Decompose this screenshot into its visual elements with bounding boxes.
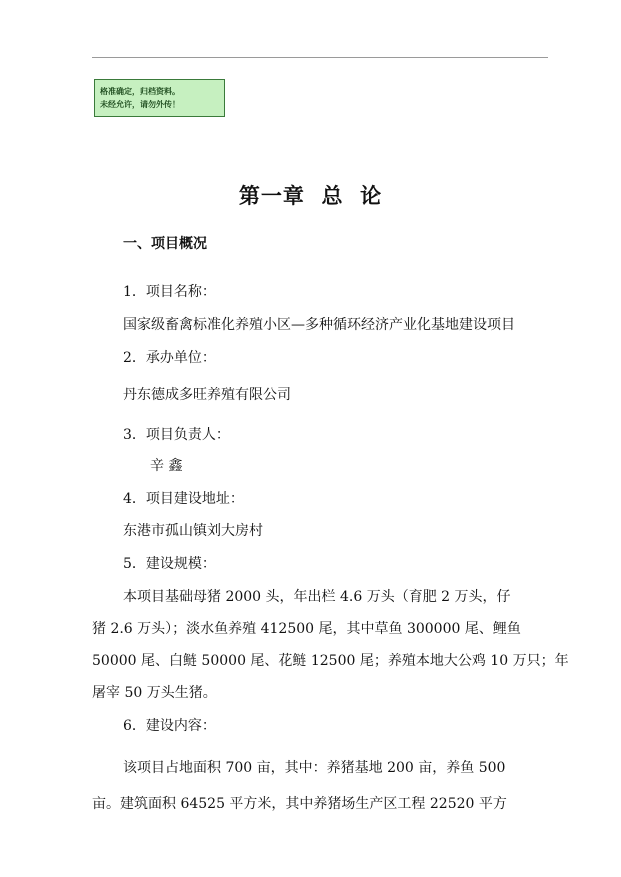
stamp-line-2: 未经允许，请勿外传！ [100,100,180,109]
project-name-label: 1．项目名称： [123,284,216,300]
content-line-1: 该项目占地面积 700 亩，其中：养猪基地 200 亩，养鱼 500 [123,760,506,776]
host-unit-label: 2．承办单位： [123,350,216,366]
host-unit-value: 丹东德成多旺养殖有限公司 [123,387,291,403]
scale-line-4: 屠宰 50 万头生猪。 [92,685,217,701]
watermark-stamp [94,79,225,117]
project-lead-value: 辛 鑫 [150,458,183,474]
project-site-label: 4．项目建设地址： [123,491,244,507]
scale-line-3: 50000 尾、白鲢 50000 尾、花鲢 12500 尾；养殖本地大公鸡 10 万只；年 [92,653,569,669]
project-site-value: 东港市孤山镇刘大房村 [123,523,263,539]
content-label: 6．建设内容： [123,718,216,734]
project-name-value: 国家级畜禽标准化养殖小区—多种循环经济产业化基地建设项目 [123,317,515,333]
scale-line-2: 猪 2.6 万头）；淡水鱼养殖 412500 尾，其中草鱼 300000 尾、鲤鱼 [92,621,521,637]
project-lead-label: 3．项目负责人： [123,427,230,443]
scale-label: 5．建设规模： [123,556,216,572]
section-heading: 一、项目概况 [123,236,207,252]
scale-line-1: 本项目基础母猪 2000 头，年出栏 4.6 万头（育肥 2 万头，仔 [123,589,511,605]
chapter-title: 第一章 总 论 [238,184,383,208]
content-line-2: 亩。建筑面积 64525 平方米，其中养猪场生产区工程 22520 平方 [92,796,507,812]
header-rule [92,57,548,58]
stamp-line-1: 格准确定，归档资料。 [100,87,180,96]
